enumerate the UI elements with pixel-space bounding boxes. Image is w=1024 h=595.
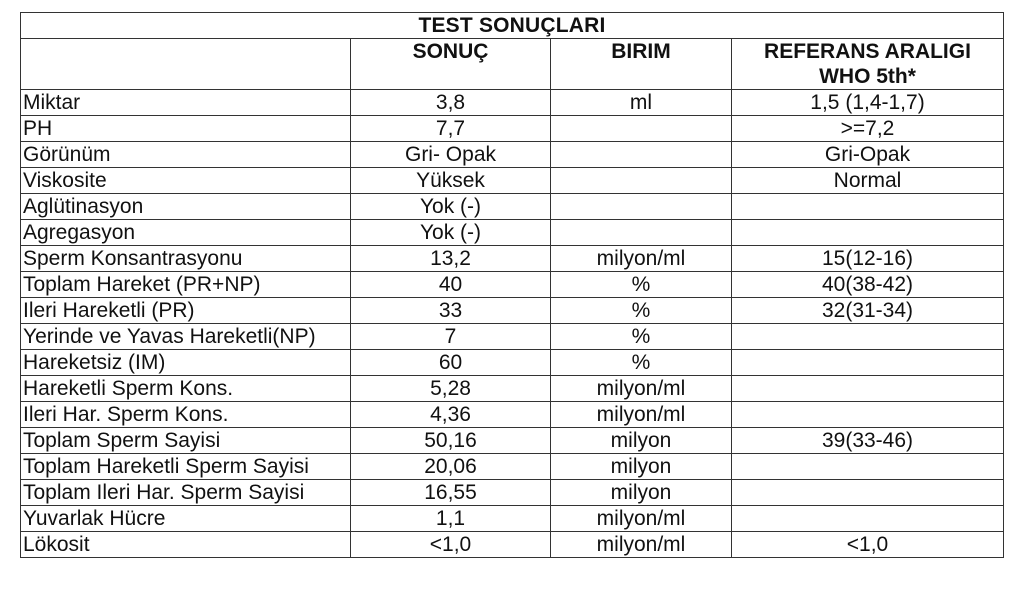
- unit-cell: milyon: [551, 480, 732, 506]
- header-reference: [732, 39, 1004, 90]
- reference-cell: [732, 220, 1004, 246]
- result-cell: 4,36: [351, 402, 551, 428]
- parameter-cell: Agregasyon: [21, 220, 351, 246]
- table-row: [21, 90, 1004, 116]
- result-cell: 40: [351, 272, 551, 298]
- reference-cell: 40(38-42): [732, 272, 1004, 298]
- results-body: [21, 90, 1004, 558]
- reference-cell: 39(33-46): [732, 428, 1004, 454]
- reference-cell: 32(31-34): [732, 298, 1004, 324]
- reference-cell: <1,0: [732, 532, 1004, 558]
- reference-cell: [732, 454, 1004, 480]
- parameter-cell: PH: [21, 116, 351, 142]
- unit-cell: %: [551, 324, 732, 350]
- parameter-cell: Toplam Hareket (PR+NP): [21, 272, 351, 298]
- unit-cell: milyon/ml: [551, 246, 732, 272]
- parameter-cell: Aglütinasyon: [21, 194, 351, 220]
- parameter-cell: Hareketsiz (IM): [21, 350, 351, 376]
- result-cell: 60: [351, 350, 551, 376]
- table-row: [21, 220, 1004, 246]
- parameter-cell: Toplam Hareketli Sperm Sayisi: [21, 454, 351, 480]
- table-row: [21, 116, 1004, 142]
- test-results-table: [20, 12, 1004, 558]
- reference-cell: [732, 324, 1004, 350]
- parameter-cell: Toplam Sperm Sayisi: [21, 428, 351, 454]
- table-row: [21, 142, 1004, 168]
- unit-cell: milyon: [551, 428, 732, 454]
- unit-cell: milyon: [551, 454, 732, 480]
- parameter-cell: Ileri Har. Sperm Kons.: [21, 402, 351, 428]
- table-row: [21, 324, 1004, 350]
- test-results-document: [20, 12, 1003, 558]
- table-row: [21, 168, 1004, 194]
- header-reference-line2: WHO 5th*: [819, 65, 916, 88]
- table-row: [21, 246, 1004, 272]
- unit-cell: [551, 116, 732, 142]
- table-row: [21, 402, 1004, 428]
- table-row: [21, 350, 1004, 376]
- result-cell: 3,8: [351, 90, 551, 116]
- parameter-cell: Miktar: [21, 90, 351, 116]
- unit-cell: [551, 194, 732, 220]
- table-row: [21, 532, 1004, 558]
- result-cell: 5,28: [351, 376, 551, 402]
- result-cell: Yüksek: [351, 168, 551, 194]
- result-cell: <1,0: [351, 532, 551, 558]
- header-unit: BIRIM: [551, 39, 732, 90]
- reference-cell: [732, 506, 1004, 532]
- table-row: [21, 376, 1004, 402]
- reference-cell: Normal: [732, 168, 1004, 194]
- parameter-cell: Viskosite: [21, 168, 351, 194]
- unit-cell: ml: [551, 90, 732, 116]
- unit-cell: milyon/ml: [551, 402, 732, 428]
- result-cell: 20,06: [351, 454, 551, 480]
- parameter-cell: Sperm Konsantrasyonu: [21, 246, 351, 272]
- unit-cell: %: [551, 272, 732, 298]
- result-cell: 1,1: [351, 506, 551, 532]
- unit-cell: %: [551, 350, 732, 376]
- reference-cell: 1,5 (1,4-1,7): [732, 90, 1004, 116]
- reference-cell: [732, 480, 1004, 506]
- parameter-cell: Ileri Hareketli (PR): [21, 298, 351, 324]
- unit-cell: milyon/ml: [551, 506, 732, 532]
- parameter-cell: Görünüm: [21, 142, 351, 168]
- result-cell: 13,2: [351, 246, 551, 272]
- reference-cell: [732, 402, 1004, 428]
- result-cell: 33: [351, 298, 551, 324]
- table-row: [21, 454, 1004, 480]
- parameter-cell: Lökosit: [21, 532, 351, 558]
- table-row: [21, 194, 1004, 220]
- reference-cell: Gri-Opak: [732, 142, 1004, 168]
- parameter-cell: Yuvarlak Hücre: [21, 506, 351, 532]
- table-row: [21, 272, 1004, 298]
- table-row: [21, 480, 1004, 506]
- title-row: [21, 13, 1004, 39]
- parameter-cell: Hareketli Sperm Kons.: [21, 376, 351, 402]
- table-title: TEST SONUÇLARI: [21, 13, 1004, 39]
- header-result: SONUÇ: [351, 39, 551, 90]
- table-row: [21, 298, 1004, 324]
- result-cell: 7,7: [351, 116, 551, 142]
- unit-cell: [551, 168, 732, 194]
- result-cell: Gri- Opak: [351, 142, 551, 168]
- result-cell: 16,55: [351, 480, 551, 506]
- table-row: [21, 428, 1004, 454]
- unit-cell: milyon/ml: [551, 376, 732, 402]
- parameter-cell: Toplam Ileri Har. Sperm Sayisi: [21, 480, 351, 506]
- reference-cell: [732, 350, 1004, 376]
- header-row: [21, 39, 1004, 90]
- unit-cell: [551, 142, 732, 168]
- result-cell: Yok (-): [351, 220, 551, 246]
- unit-cell: milyon/ml: [551, 532, 732, 558]
- result-cell: Yok (-): [351, 194, 551, 220]
- unit-cell: %: [551, 298, 732, 324]
- reference-cell: [732, 376, 1004, 402]
- reference-cell: 15(12-16): [732, 246, 1004, 272]
- header-reference-line1: REFERANS ARALIGI: [764, 40, 971, 63]
- header-parameter: [21, 39, 351, 90]
- result-cell: 50,16: [351, 428, 551, 454]
- reference-cell: [732, 194, 1004, 220]
- parameter-cell: Yerinde ve Yavas Hareketli(NP): [21, 324, 351, 350]
- unit-cell: [551, 220, 732, 246]
- table-row: [21, 506, 1004, 532]
- result-cell: 7: [351, 324, 551, 350]
- reference-cell: >=7,2: [732, 116, 1004, 142]
